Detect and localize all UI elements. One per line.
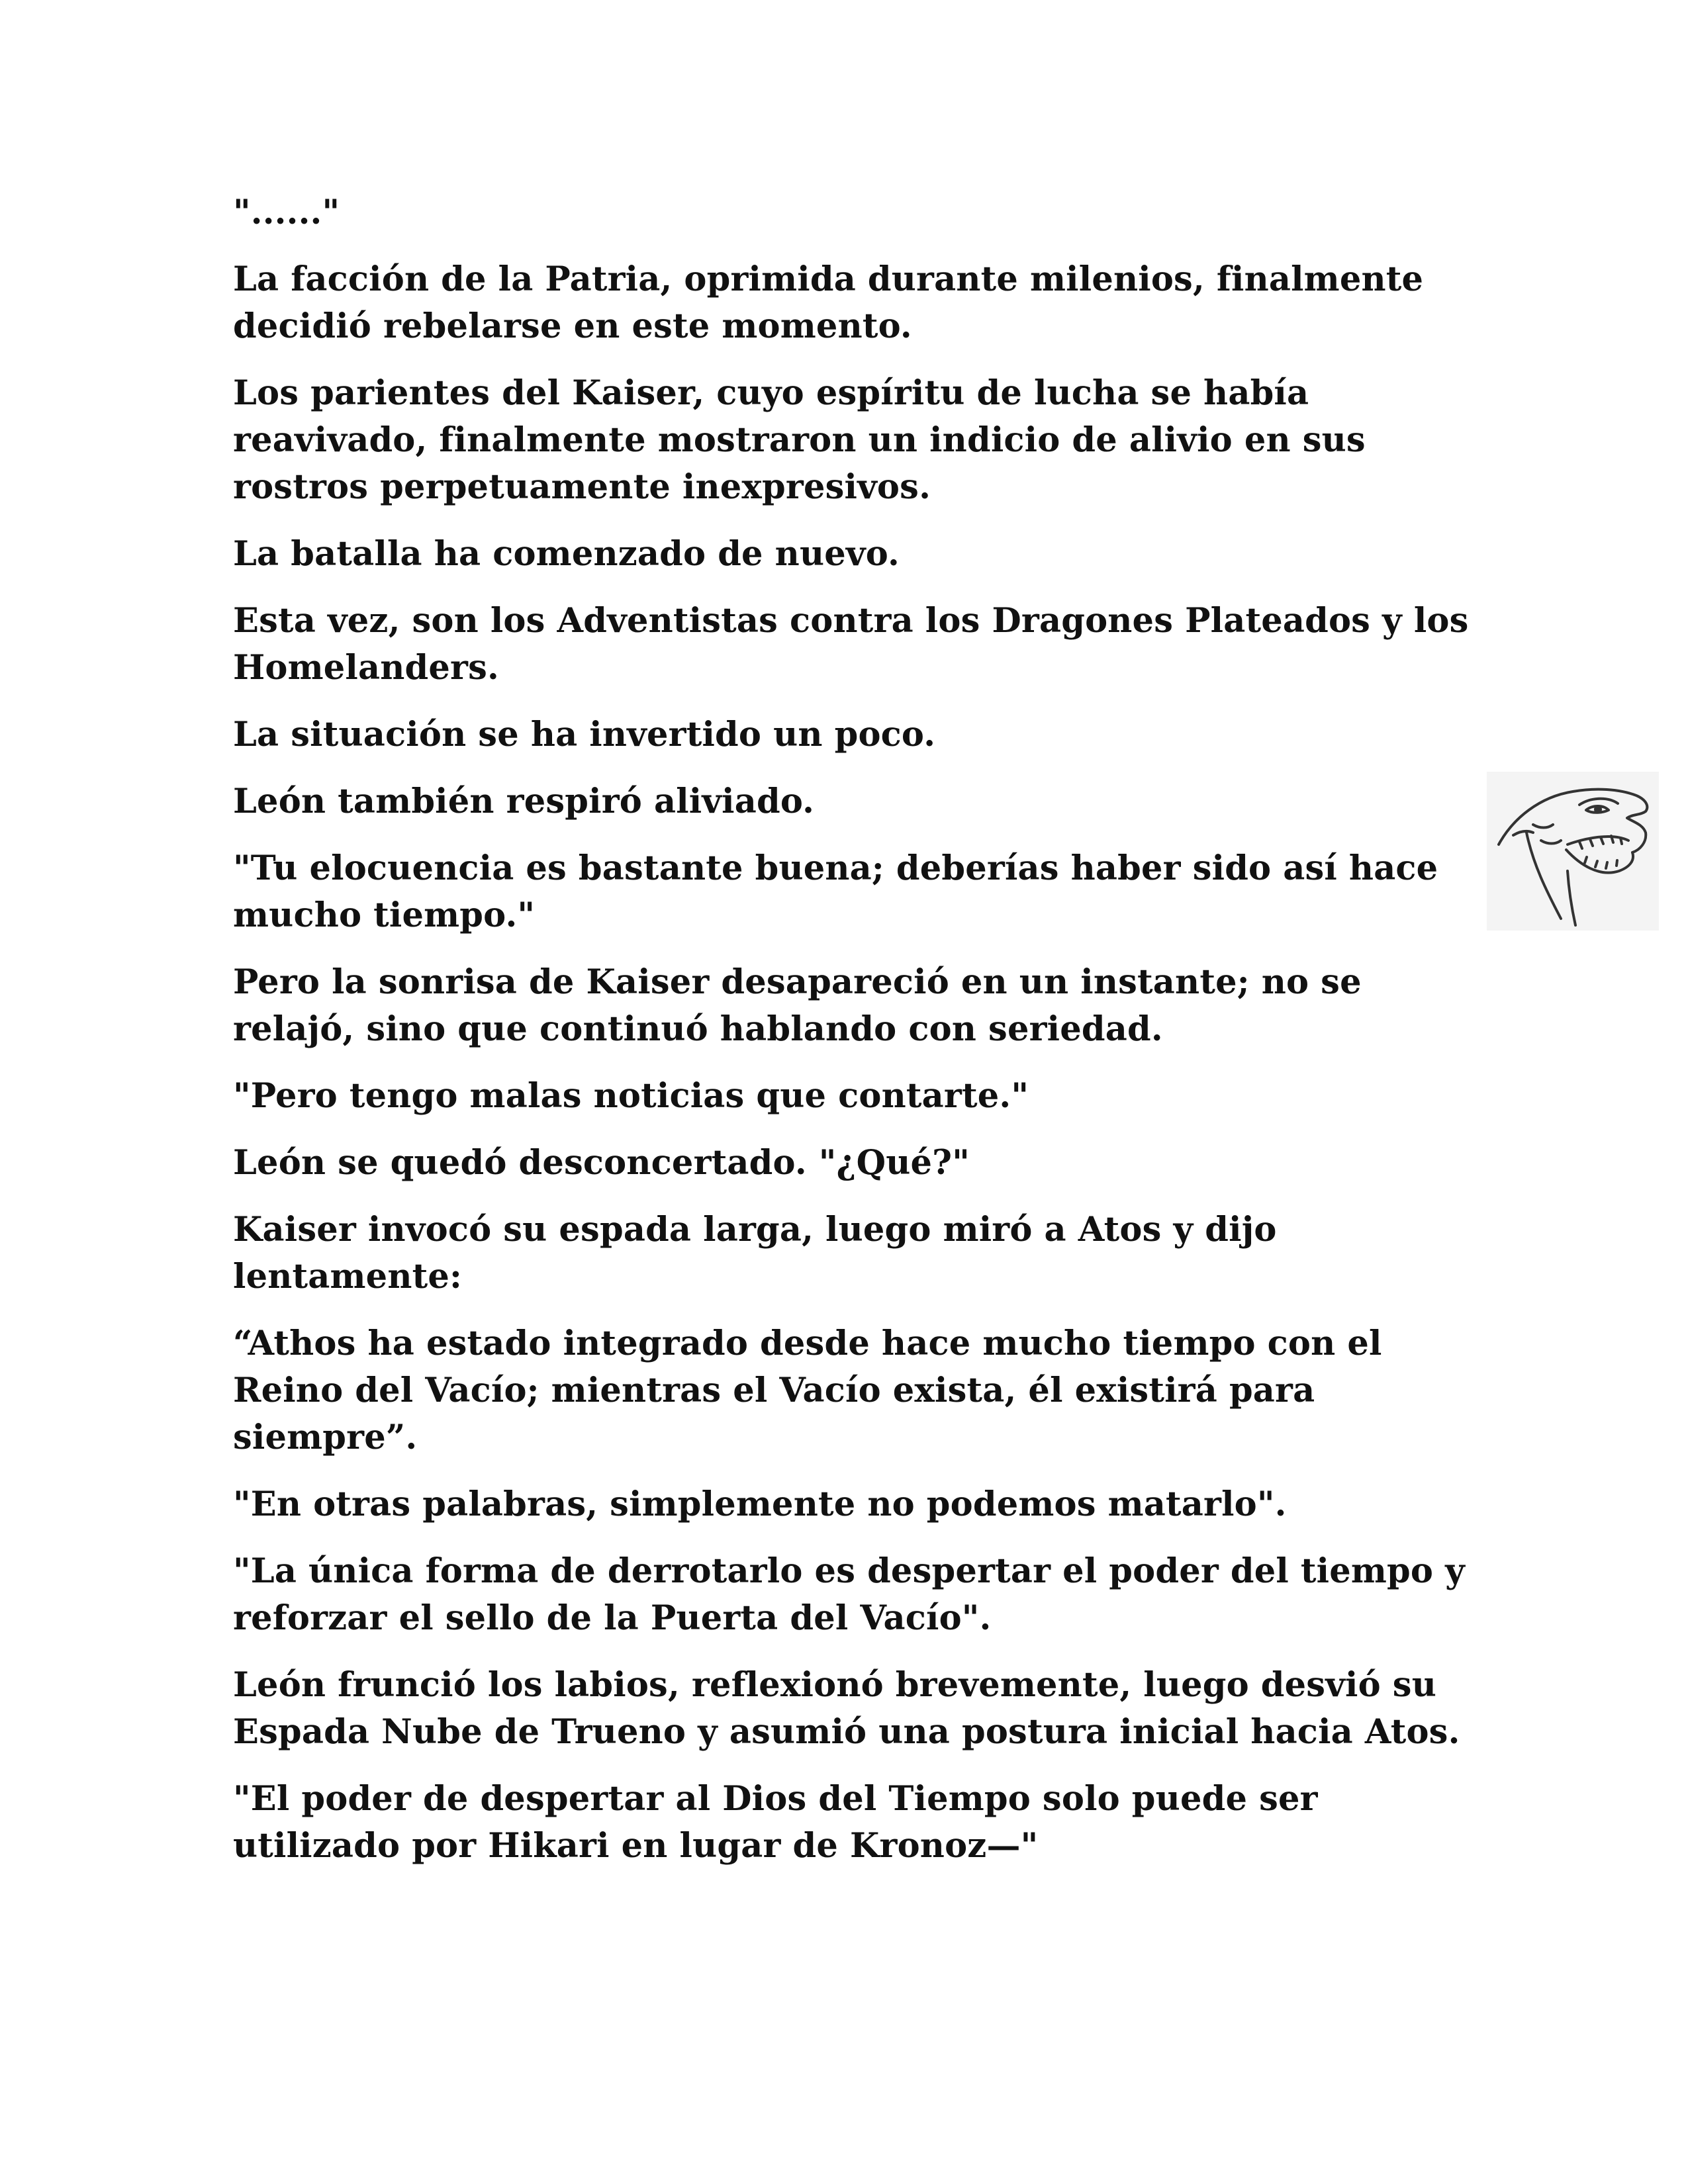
paragraph: León se quedó desconcertado. "¿Qué?" — [233, 1143, 970, 1183]
paragraph: Los parientes del Kaiser, cuyo espíritu de lucha se había reavivado, finalmente mostraron un indicio de alivio en sus rostros perpetuamente inexpresivos. — [233, 373, 1366, 507]
paragraph: "El poder de despertar al Dios del Tiempo solo puede ser utilizado por Hikari en lugar de Kronoz—" — [233, 1779, 1318, 1866]
paragraph: “Athos ha estado integrado desde hace mucho tiempo con el Reino del Vacío; mientras el Vacío exista, él existirá para siempre”. — [233, 1324, 1382, 1457]
paragraph: La facción de la Patria, oprimida durante milenios, finalmente decidió rebelarse en este momento. — [233, 259, 1424, 346]
paragraph: Esta vez, son los Adventistas contra los Dragones Plateados y los Homelanders. — [233, 601, 1469, 688]
paragraph: León frunció los labios, reflexionó brevemente, luego desvió su Espada Nube de Trueno y asumió una postura inicial hacia Atos. — [233, 1665, 1460, 1752]
paragraph: Kaiser invocó su espada larga, luego miró a Atos y dijo lentamente: — [233, 1210, 1277, 1297]
paragraph: "La única forma de derrotarlo es despertar el poder del tiempo y reforzar el sello de la Puerta del Vacío". — [233, 1551, 1465, 1638]
paragraph: La batalla ha comenzado de nuevo. — [233, 534, 900, 574]
dinosaur-sketch-icon — [1487, 772, 1659, 931]
paragraph: La situación se ha invertido un poco. — [233, 715, 936, 754]
paragraph: Pero la sonrisa de Kaiser desapareció en un instante; no se relajó, sino que continuó hablando con seriedad. — [233, 962, 1362, 1049]
paragraph: León también respiró aliviado. — [233, 782, 815, 821]
text-body — [233, 189, 1477, 1889]
paragraph: "......" — [233, 193, 340, 232]
paragraph: "En otras palabras, simplemente no podemos matarlo". — [233, 1484, 1287, 1524]
paragraph: "Pero tengo malas noticias que contarte." — [233, 1076, 1029, 1116]
paragraph: "Tu elocuencia es bastante buena; deberías haber sido así hace mucho tiempo." — [233, 848, 1438, 935]
